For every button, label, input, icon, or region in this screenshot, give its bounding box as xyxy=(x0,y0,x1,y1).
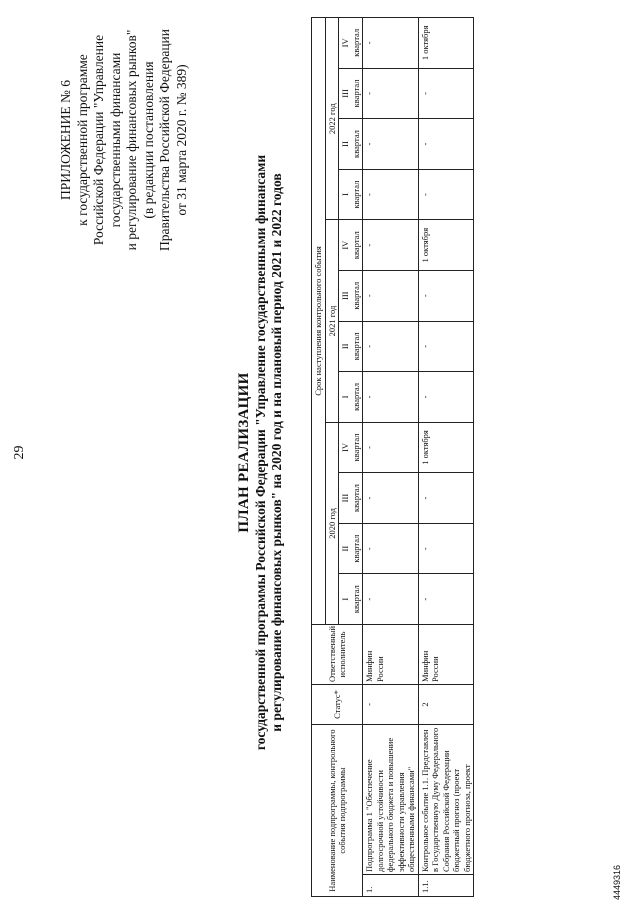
table-row xyxy=(363,18,419,897)
row-status: - xyxy=(363,685,419,725)
row-cell: - xyxy=(418,68,474,119)
appendix-line: и регулирование финансовых рынков" xyxy=(124,29,139,251)
row-responsible: Минфин России xyxy=(363,625,419,685)
appendix-header xyxy=(58,15,190,265)
row-status: 2 xyxy=(418,685,474,725)
row-cell: - xyxy=(418,270,474,321)
header-quarter: III квартал xyxy=(339,68,363,119)
header-quarter: III квартал xyxy=(339,473,363,524)
header-responsible: Ответственный исполнитель xyxy=(312,625,363,685)
appendix-line: Правительства Российской Федерации xyxy=(157,29,172,251)
row-cell: - xyxy=(363,169,419,220)
appendix-line: (в редакции постановления xyxy=(140,61,156,219)
header-quarter: IV квартал xyxy=(339,220,363,271)
row-cell: - xyxy=(418,321,474,372)
row-cell: - xyxy=(363,473,419,524)
row-cell: 1 октября xyxy=(418,422,474,473)
row-cell: - xyxy=(363,574,419,625)
row-cell: - xyxy=(363,422,419,473)
row-cell: - xyxy=(363,18,419,69)
row-cell: - xyxy=(363,372,419,423)
row-cell: - xyxy=(363,523,419,574)
row-cell: - xyxy=(418,169,474,220)
row-name: Подпрограмма 1 "Обеспечение долгосрочной устойчивости федерального бюджета и повышение эффективности управления общественными финансами" xyxy=(363,725,419,875)
row-cell: - xyxy=(418,523,474,574)
header-quarter: IV квартал xyxy=(339,18,363,69)
header-quarter: II квартал xyxy=(339,119,363,170)
row-number: 1.1. xyxy=(418,875,474,897)
row-cell: - xyxy=(418,372,474,423)
appendix-line: от 31 марта 2020 г. № 389) xyxy=(173,64,189,216)
row-cell: - xyxy=(418,119,474,170)
row-cell: - xyxy=(363,220,419,271)
header-year: 2020 год xyxy=(325,422,339,624)
document-code: 4449316 xyxy=(612,864,622,900)
page-number: 29 xyxy=(12,445,27,460)
appendix-line: ПРИЛОЖЕНИЕ № 6 xyxy=(58,79,73,201)
table-row xyxy=(418,18,474,897)
row-cell: - xyxy=(363,119,419,170)
row-cell: - xyxy=(418,574,474,625)
row-cell: - xyxy=(418,473,474,524)
plan-title: ПЛАН РЕАЛИЗАЦИИ xyxy=(236,372,252,533)
header-deadline: Срок наступления контрольного события xyxy=(312,18,326,625)
row-cell: - xyxy=(363,68,419,119)
header-status: Статус* xyxy=(312,685,363,725)
header-quarter: III квартал xyxy=(339,270,363,321)
row-cell: 1 октября xyxy=(418,18,474,69)
appendix-line: Российской Федерации "Управление xyxy=(91,34,106,246)
header-name: Наименование подпрограммы, контрольного события подпрограммы xyxy=(312,725,363,897)
row-cell: - xyxy=(363,321,419,372)
document-title xyxy=(236,30,285,875)
title-line: государственной программы Российской Федерации "Управление государственными финансами xyxy=(253,154,268,751)
header-year: 2021 год xyxy=(325,220,339,422)
row-cell: 1 октября xyxy=(418,220,474,271)
header-quarter: I квартал xyxy=(339,574,363,625)
header-quarter: I квартал xyxy=(339,169,363,220)
row-name: Контрольное событие 1.1. Представлен в Государственную Думу Федерального Собрания Российской Федерации бюджетный прогноз (проект бюджетного прогноза, проект xyxy=(418,725,474,875)
implementation-plan-table xyxy=(311,17,474,897)
header-quarter: II квартал xyxy=(339,321,363,372)
appendix-line: к государственной программе xyxy=(74,54,90,226)
header-year: 2022 год xyxy=(325,18,339,220)
row-cell: - xyxy=(363,270,419,321)
title-line: и регулирование финансовых рынков" на 2020 год и на плановый период 2021 и 2022 годов xyxy=(269,173,284,732)
header-quarter: II квартал xyxy=(339,523,363,574)
row-number: 1. xyxy=(363,875,419,897)
appendix-line: государственными финансами xyxy=(107,52,123,228)
header-quarter: I квартал xyxy=(339,372,363,423)
header-quarter: IV квартал xyxy=(339,422,363,473)
row-responsible: Минфин России xyxy=(418,625,474,685)
